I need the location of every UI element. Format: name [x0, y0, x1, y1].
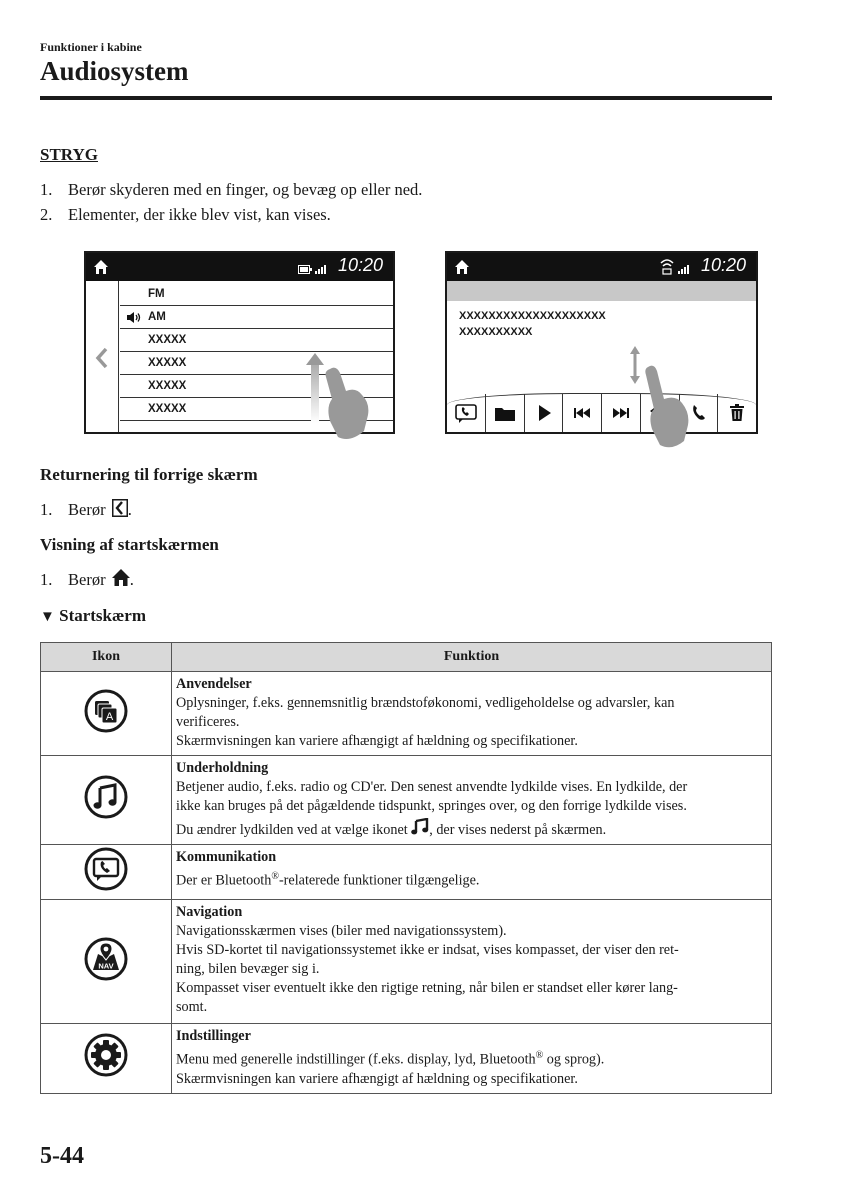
- table-row: [41, 900, 772, 1024]
- screen-gray-band: [447, 281, 756, 301]
- list-item: XXXXX: [120, 352, 393, 375]
- swipe-step-1: 1. Berør skyderen med en finger, og bevæg op eller ned.: [40, 180, 423, 199]
- signal-icon: [315, 265, 328, 274]
- music-note-icon: [411, 818, 429, 835]
- table-row: [41, 672, 772, 756]
- list-item: FM: [120, 283, 393, 306]
- trash-icon: [730, 404, 744, 421]
- list-item: XXXXX: [120, 329, 393, 352]
- speaker-icon: [127, 312, 141, 323]
- table-row: [41, 1024, 772, 1094]
- skip-forward-icon: [613, 408, 629, 418]
- home-heading: Visning af startskærmen: [40, 535, 219, 554]
- music-note-icon: [84, 775, 128, 819]
- battery-icon: [298, 265, 312, 274]
- icon-cell: [41, 1024, 172, 1094]
- screen-player-illustration: [445, 251, 758, 434]
- icon-cell: [41, 900, 172, 1024]
- phone-icon: [84, 847, 128, 891]
- home-icon: [93, 259, 109, 275]
- home-step: 1. Berør .: [40, 570, 134, 589]
- icon-cell: [41, 845, 172, 900]
- navigation-icon: [84, 937, 128, 981]
- settings-gear-icon: [84, 1033, 128, 1077]
- column-header-function: Funktion: [172, 643, 772, 672]
- table-header-row: [41, 643, 772, 672]
- back-button-icon: [112, 499, 128, 517]
- svg-text:NAV: NAV: [98, 961, 114, 970]
- screen-list-illustration: [84, 251, 395, 434]
- icon-cell: [41, 756, 172, 845]
- function-cell: Underholdning Betjener audio, f.eks. radio og CD'er. Den senest anvendte lydkilde vises. En lydkilde, der ikke kan bruges på det pågældende tidspunkt, springes over, og den forrige lydkilde vises. Du ændrer lydkilden ved at vælge ikonet , der vises nederst på skærmen.: [172, 756, 772, 845]
- screen-clock: 10:20: [337, 255, 383, 275]
- start-screen-heading: ▼ Startskærm: [40, 606, 146, 625]
- play-button[interactable]: [525, 394, 564, 432]
- swipe-gesture-hand-icon: [304, 351, 376, 443]
- page-title: Audiosystem: [40, 56, 189, 86]
- function-cell: Indstillinger Menu med generelle indstillinger (f.eks. display, lyd, Bluetooth® og sprog). Skærmvisningen kan variere afhængigt af hældning og specifikationer.: [172, 1024, 772, 1094]
- previous-track-button[interactable]: [563, 394, 602, 432]
- applications-icon: [84, 689, 128, 733]
- function-cell: Anvendelser Oplysninger, f.eks. gennemsnitlig brændstoføkonomi, vedligeholdelse og advarsler, kan verificeres. Skærmvisningen kan variere afhængigt af hældning og specifikationer.: [172, 672, 772, 756]
- page-number: 5-44: [40, 1143, 84, 1169]
- screen-text-block: XXXXXXXXXXXXXXXXXXXX XXXXXXXXXX: [459, 310, 606, 338]
- list-item: AM: [120, 306, 393, 329]
- column-header-icon: Ikon: [41, 643, 172, 672]
- phone-screen-icon: [455, 404, 477, 424]
- folder-button[interactable]: [486, 394, 525, 432]
- table-row: [41, 845, 772, 900]
- screen-clock: 10:20: [700, 255, 746, 275]
- list-item: XXXXX: [120, 375, 393, 398]
- function-cell: Kommunikation Der er Bluetooth®-relaterede funktioner tilgængelige.: [172, 845, 772, 900]
- phone-screen-button[interactable]: [447, 394, 486, 432]
- screen-status-bar: [447, 253, 756, 281]
- screen-status-bar: [86, 253, 393, 281]
- delete-button[interactable]: [718, 394, 756, 432]
- home-icon: [112, 569, 130, 586]
- title-rule: [40, 96, 772, 100]
- swipe-heading: STRYG: [40, 145, 98, 164]
- back-panel: [86, 281, 119, 432]
- play-icon: [538, 405, 552, 421]
- list-item: XXXXX: [120, 398, 393, 421]
- swipe-steps: [40, 177, 422, 227]
- home-icon: [454, 259, 470, 275]
- start-screen-table: [40, 642, 772, 1094]
- touch-gesture-hand-icon: [644, 363, 694, 451]
- return-heading: Returnering til forrige skærm: [40, 465, 258, 484]
- next-track-button[interactable]: [602, 394, 641, 432]
- chevron-left-icon: [95, 347, 109, 369]
- up-down-arrows-icon: [629, 346, 641, 384]
- svg-text:A: A: [105, 710, 114, 723]
- chapter-label: Funktioner i kabine: [40, 40, 142, 54]
- skip-back-icon: [574, 408, 590, 418]
- table-row: [41, 756, 772, 845]
- icon-cell: [41, 672, 172, 756]
- folder-icon: [495, 406, 515, 421]
- function-cell: Navigation Navigationsskærmen vises (biler med navigationssystem). Hvis SD-kortet til navigationssystemet ikke er indsat, vises kompasset, der viser den ret- ning, bilen bevæger sig i. Kompasset viser eventuelt ikke den rigtige retning, når bilen er standset eller kører lang- somt.: [172, 900, 772, 1024]
- signal-icon: [678, 265, 691, 274]
- swipe-step-2: 2. Elementer, der ikke blev vist, kan vises.: [40, 205, 331, 224]
- return-step: 1. Berør .: [40, 500, 132, 519]
- wifi-icon: [659, 257, 675, 275]
- player-toolbar: [447, 393, 756, 432]
